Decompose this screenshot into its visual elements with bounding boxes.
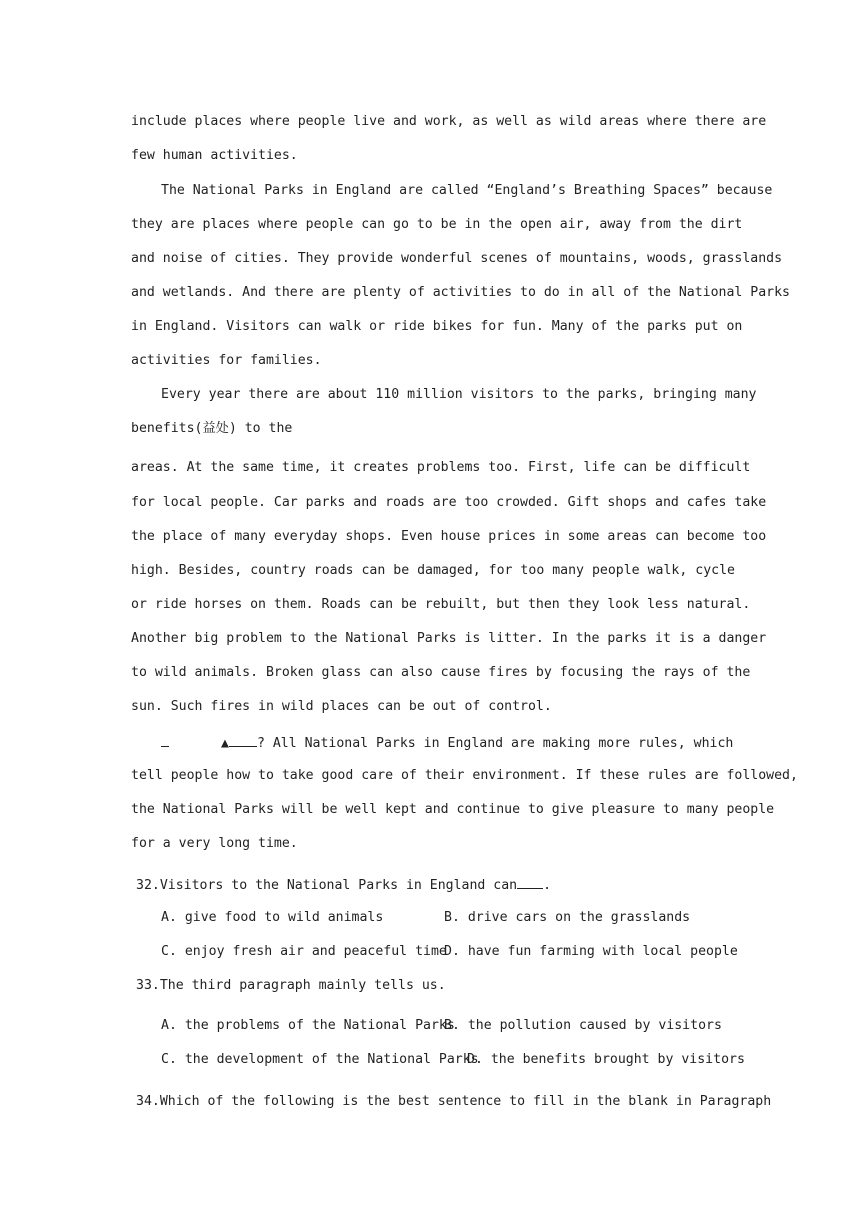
passage-line: the National Parks will be well kept and continue to give pleasure to many people [131, 802, 775, 817]
option-a: A. the problems of the National Parks [161, 1018, 455, 1033]
question-34-stem: 34.Which of the following is the best sentence to fill in the blank in Paragraph [136, 1094, 772, 1109]
passage-line: high. Besides, country roads can be damaged, for too many people walk, cycle [131, 563, 735, 578]
question-32-stem [136, 875, 736, 895]
passage-line: for local people. Car parks and roads are too crowded. Gift shops and cafes take [131, 495, 767, 510]
passage-line: for a very long time. [131, 836, 298, 851]
passage-line: the place of many everyday shops. Even house prices in some areas can become too [131, 529, 767, 544]
option-d: D. have fun farming with local people [444, 944, 738, 959]
option-b: B. drive cars on the grasslands [444, 910, 691, 925]
passage-line: tell people how to take good care of their environment. If these rules are followed, [131, 768, 798, 783]
passage-line: and wetlands. And there are plenty of activities to do in all of the National Parks [131, 285, 790, 300]
passage-line: include places where people live and work, as well as wild areas where there are [131, 114, 767, 129]
option-a: A. give food to wild animals [161, 910, 384, 925]
answer-blank-start [161, 733, 169, 747]
passage-line: benefits(益处) to the [131, 421, 293, 436]
passage-line: in England. Visitors can walk or ride bikes for fun. Many of the parks put on [131, 319, 743, 334]
question-33-stem [136, 977, 736, 995]
passage-line: to wild animals. Broken glass can also cause fires by focusing the rays of the [131, 665, 751, 680]
passage-line: The National Parks in England are called “England’s Breathing Spaces” because [161, 183, 773, 198]
passage-line: they are places where people can go to be in the open air, away from the dirt [131, 217, 743, 232]
option-c: C. the development of the National Parks [161, 1052, 479, 1067]
option-d: D. the benefits brought by visitors [467, 1052, 745, 1067]
question-text: 33.The third paragraph mainly tells us [136, 978, 438, 993]
passage-text: ? All National Parks in England are making more rules, which [256, 736, 734, 751]
answer-blank [229, 733, 257, 747]
passage-line: Another big problem to the National Parks is litter. In the parks it is a danger [131, 631, 767, 646]
triangle-marker: ▲ [221, 736, 229, 751]
passage-line: few human activities. [131, 148, 298, 163]
passage-line: sun. Such fires in wild places can be out of control. [131, 699, 552, 714]
passage-line: or ride horses on them. Roads can be rebuilt, but then they look less natural. [131, 597, 751, 612]
answer-blank [517, 875, 543, 889]
question-end: . [543, 878, 552, 893]
question-end: . [437, 978, 446, 993]
passage-line: activities for families. [131, 353, 322, 368]
question-text: 32.Visitors to the National Parks in England can [136, 878, 518, 893]
option-b: B. the pollution caused by visitors [444, 1018, 722, 1033]
passage-line: and noise of cities. They provide wonderful scenes of mountains, woods, grasslands [131, 251, 783, 266]
passage-line: areas. At the same time, it creates problems too. First, life can be difficult [131, 460, 751, 475]
passage-line: Every year there are about 110 million visitors to the parks, bringing many [161, 387, 757, 402]
option-c: C. enjoy fresh air and peaceful time [161, 944, 447, 959]
passage-line-with-blank [161, 733, 735, 753]
